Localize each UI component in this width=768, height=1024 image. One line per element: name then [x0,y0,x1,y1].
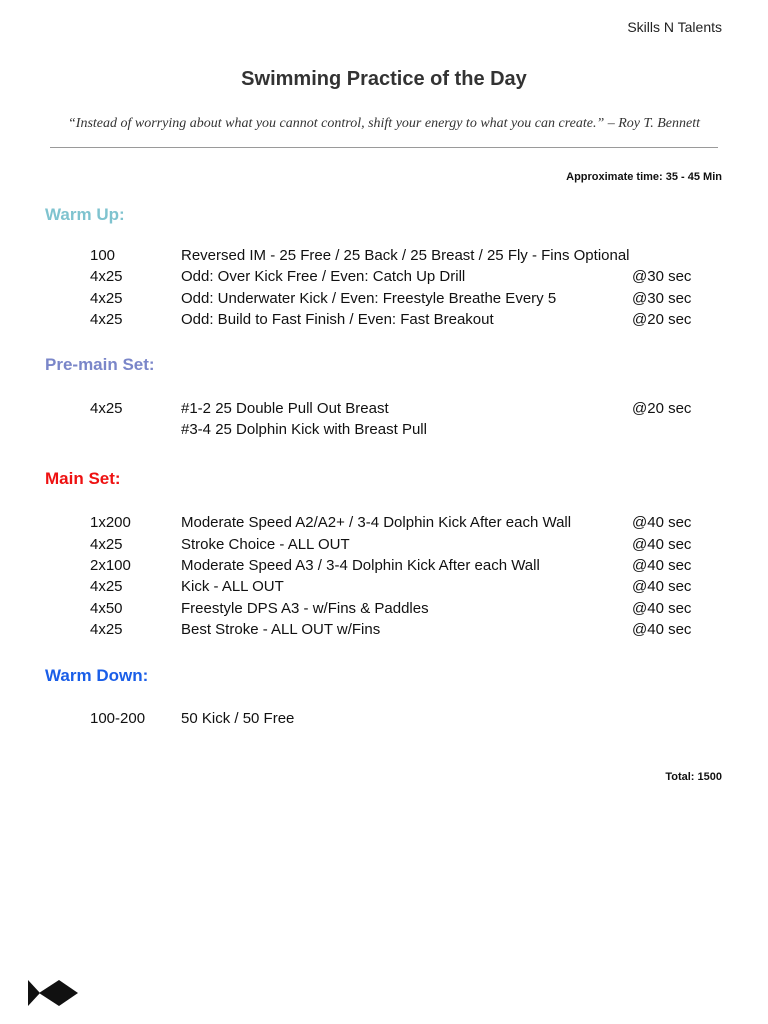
set-row [0,621,768,643]
set-reps: 2x100 [90,557,131,574]
set-description: Odd: Over Kick Free / Even: Catch Up Drill [181,268,466,285]
set-reps: 4x25 [90,621,123,638]
set-description: 50 Kick / 50 Free [181,710,295,727]
set-reps: 100 [90,247,116,264]
set-row [0,557,768,579]
set-interval: @30 sec [632,268,692,285]
set-description: Freestyle DPS A3 - w/Fins & Paddles [181,600,429,617]
set-description: Reversed IM - 25 Free / 25 Back / 25 Breast / 25 Fly - Fins Optional [181,247,630,264]
page-title: Swimming Practice of the Day [241,68,527,90]
set-description: #3-4 25 Dolphin Kick with Breast Pull [181,421,427,438]
set-description: Best Stroke - ALL OUT w/Fins [181,621,381,638]
set-reps: 1x200 [90,514,131,531]
divider [50,147,718,148]
set-row [0,514,768,536]
set-reps: 100-200 [90,710,146,727]
total-yardage: Total: 1500 [665,771,722,783]
set-reps: 4x25 [90,578,123,595]
set-row [0,290,768,312]
set-interval: @20 sec [632,311,692,328]
set-row [0,600,768,622]
set-reps: 4x25 [90,268,123,285]
set-interval: @30 sec [632,290,692,307]
set-description: Kick - ALL OUT [181,578,284,595]
quote: “Instead of worrying about what you cannot control, shift your energy to what you can create.” – Roy T. Bennett [68,116,700,131]
set-interval: @40 sec [632,621,692,638]
set-description: Moderate Speed A2/A2+ / 3-4 Dolphin Kick After each Wall [181,514,572,531]
section-heading-warm-up: Warm Up: [45,205,125,224]
set-reps: 4x25 [90,311,123,328]
brand-name: Skills N Talents [627,19,722,35]
set-description: #1-2 25 Double Pull Out Breast [181,400,389,417]
set-row [0,247,768,269]
approximate-time: Approximate time: 35 - 45 Min [566,171,722,183]
set-reps: 4x25 [90,536,123,553]
set-reps: 4x25 [90,290,123,307]
set-interval: @40 sec [632,557,692,574]
set-row [0,311,768,333]
set-interval: @20 sec [632,400,692,417]
set-row [0,421,768,443]
set-row [0,578,768,600]
set-description: Stroke Choice - ALL OUT [181,536,350,553]
set-interval: @40 sec [632,600,692,617]
set-row [0,710,768,732]
section-heading-pre-main-set: Pre-main Set: [45,355,155,374]
set-description: Odd: Underwater Kick / Even: Freestyle Breathe Every 5 [181,290,557,307]
set-interval: @40 sec [632,578,692,595]
set-interval: @40 sec [632,514,692,531]
set-reps: 4x25 [90,400,123,417]
set-interval: @40 sec [632,536,692,553]
set-row [0,268,768,290]
set-row [0,536,768,558]
set-description: Odd: Build to Fast Finish / Even: Fast Breakout [181,311,494,328]
section-heading-main-set: Main Set: [45,469,121,488]
section-heading-warm-down: Warm Down: [45,666,149,685]
set-reps: 4x50 [90,600,123,617]
fish-logo-icon [27,978,79,1008]
set-description: Moderate Speed A3 / 3-4 Dolphin Kick After each Wall [181,557,540,574]
set-row [0,400,768,422]
